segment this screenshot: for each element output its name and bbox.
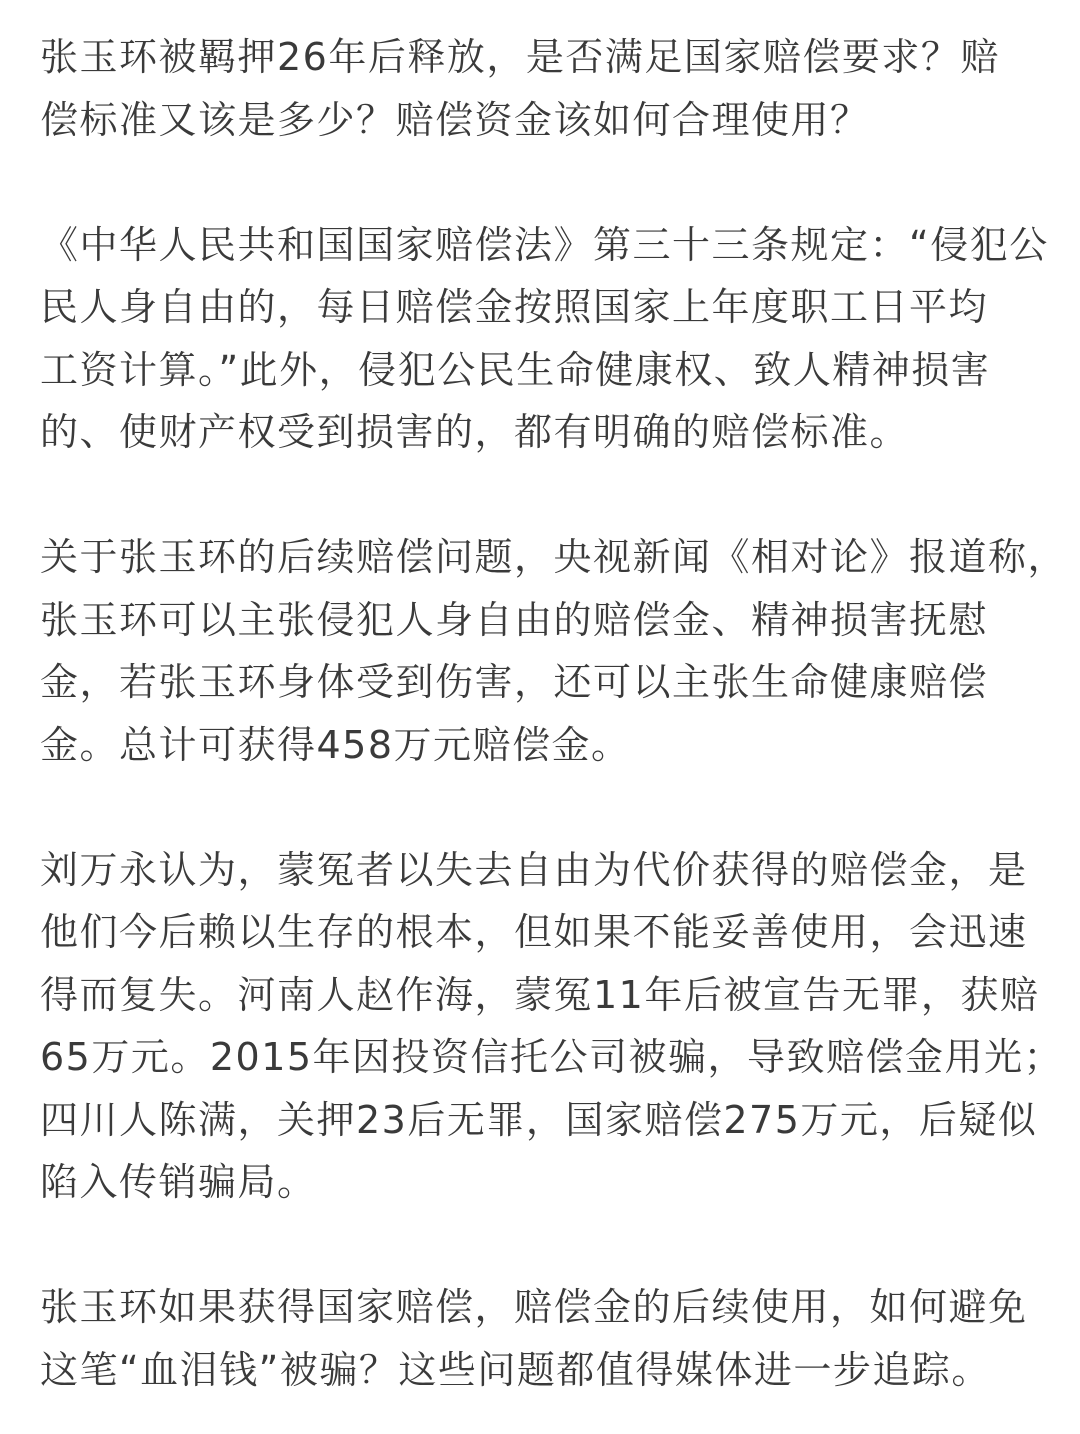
text-line: 民人身自由的，每日赔偿金按照国家上年度职工日平均 [40,285,989,329]
text-line: 65万元。2015年因投资信托公司被骗，导致赔偿金用光； [40,1035,1064,1079]
text-line: 得而复失。河南人赵作海，蒙冤11年后被宣告无罪，获赔 [40,972,1040,1017]
article-body [40,26,1068,1401]
text-line: 金，若张玉环身体受到伤害，还可以主张生命健康赔偿 [40,660,989,704]
paragraph-2 [40,214,1049,464]
text-line: 《中华人民共和国国家赔偿法》第三十三条规定：“侵犯公 [40,222,1049,267]
paragraph-4 [40,839,1064,1214]
text-line: 张玉环可以主张侵犯人身自由的赔偿金、精神损害抚慰 [40,597,989,642]
text-line: 这笔“血泪钱”被骗？这些问题都值得媒体进一步追踪。 [40,1347,991,1392]
text-line: 四川人陈满，关押23后无罪，国家赔偿275万元，后疑似 [40,1097,1038,1142]
text-line: 他们今后赖以生存的根本，但如果不能妥善使用，会迅速 [40,910,1028,954]
paragraph-5 [40,1276,1044,1401]
paragraph-3 [40,526,1068,776]
text-line: 陷入传销骗局。 [40,1160,317,1204]
text-line: 工资计算。”此外，侵犯公民生命健康权、致人精神损害 [40,347,991,392]
paragraph-1 [40,26,1044,151]
text-line: 刘万永认为，蒙冤者以失去自由为代价获得的赔偿金，是 [40,847,1028,892]
text-line: 的、使财产权受到损害的，都有明确的赔偿标准。 [40,410,910,454]
text-line: 偿标准又该是多少？赔偿资金该如何合理使用？ [40,97,870,142]
text-line: 金。总计可获得458万元赔偿金。 [40,722,631,767]
text-line: 关于张玉环的后续赔偿问题，央视新闻《相对论》报道称， [40,535,1068,579]
text-line: 张玉环被羁押26年后释放，是否满足国家赔偿要求？赔 [40,35,1000,79]
text-line: 张玉环如果获得国家赔偿，赔偿金的后续使用，如何避免 [40,1285,1028,1329]
